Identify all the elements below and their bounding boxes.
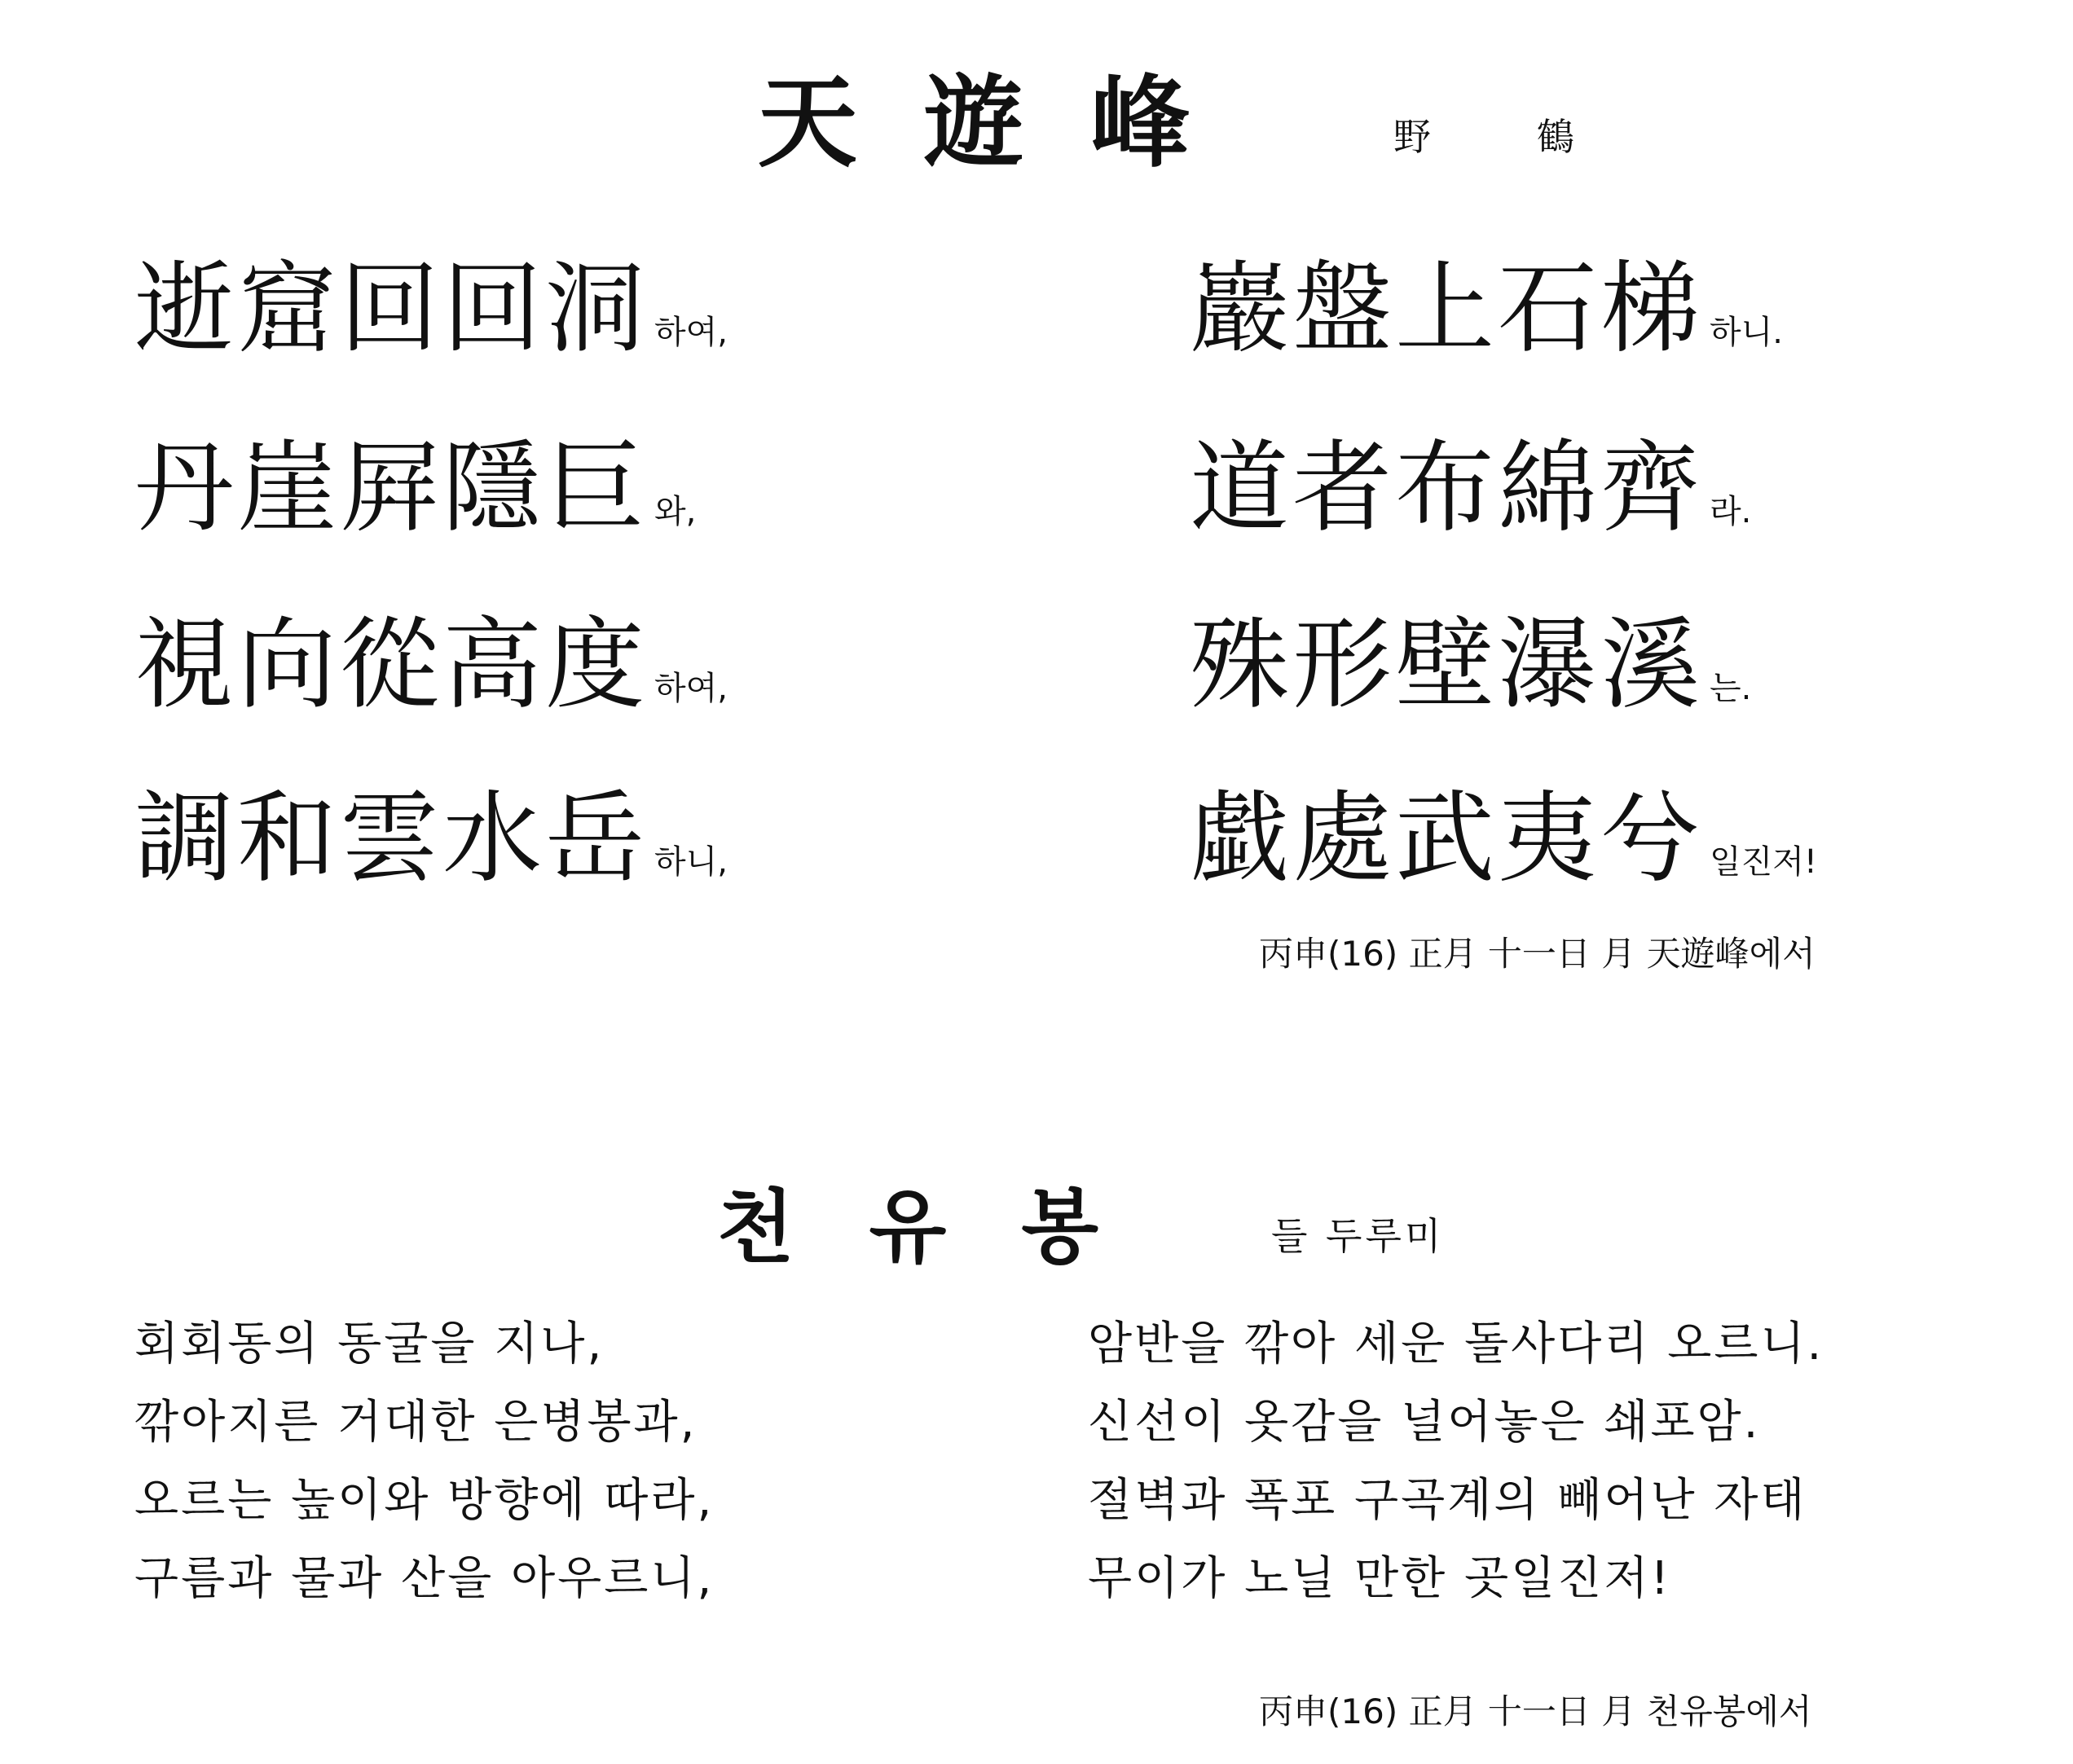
- verse-suffix: 와,: [654, 493, 697, 530]
- author-pen-name-korean: 들 두루미: [1271, 1214, 1445, 1258]
- date-line-korean: 丙申(16) 正月 十一日 月 천유봉에서: [1259, 1691, 1812, 1731]
- korean-line-left-4: 구름과 물과 산을 아우르니,: [134, 1552, 715, 1605]
- date-line-hanja: 丙申(16) 正月 十一日 月 天遊峰에서: [1259, 934, 1816, 974]
- korean-line-right-4: 무이가 노닐 만한 곳일진저!: [1088, 1552, 1671, 1605]
- hanja-line-left-4: [134, 781, 728, 896]
- verse-suffix: 하니.: [1710, 314, 1783, 351]
- korean-line-right-1: 암반을 깎아 세운 돌사다리 오르니.: [1088, 1318, 1824, 1370]
- hanja-line-right-3: [1190, 607, 1752, 723]
- korean-line-left-1: 회회동의 동굴을 지나,: [134, 1318, 605, 1370]
- korean-line-right-2: 신선이 옷감을 널어놓은 쇄포암.: [1088, 1396, 1761, 1449]
- hanja-verse: 丹崖屛隱巨: [134, 430, 648, 546]
- hanja-verse: 視向從高度: [134, 607, 648, 723]
- poem-title-korean: 천유봉: [717, 1181, 1174, 1274]
- verse-suffix: 는.: [1710, 670, 1752, 707]
- verse-suffix: 라.: [1710, 493, 1752, 530]
- poem-title-hanja: 天遊峰: [758, 65, 1257, 181]
- hanja-line-right-2: [1190, 430, 1752, 546]
- hanja-verse: 戱處武夷兮: [1190, 781, 1703, 896]
- hanja-line-right-4: [1190, 781, 1817, 896]
- hanja-line-left-3: [134, 607, 728, 723]
- verse-suffix: 하니,: [654, 843, 728, 881]
- hanja-line-right-1: [1190, 251, 1783, 367]
- verse-suffix: 일진저!: [1710, 843, 1817, 881]
- hanja-line-left-2: [134, 430, 697, 546]
- verse-suffix: 하여,: [654, 314, 728, 351]
- author-pen-name-hanja: 野鶴: [1393, 115, 1680, 159]
- korean-line-right-3: 절벽과 폭포 구곡계의 빼어난 자태: [1088, 1474, 1807, 1527]
- hanja-verse: 調和雲水岳: [134, 781, 648, 896]
- verse-suffix: 하여,: [654, 670, 728, 707]
- hanja-verse: 殊形壁瀑溪: [1190, 607, 1703, 723]
- hanja-verse: 巖盤上石梯: [1190, 251, 1703, 367]
- hanja-line-left-1: [134, 251, 728, 367]
- korean-line-left-3: 오르는 높이와 방향에 따라,: [134, 1474, 715, 1527]
- korean-line-left-2: 깎아지른 거대한 은병봉과,: [134, 1396, 698, 1449]
- hanja-verse: 道者布綿齊: [1190, 430, 1703, 546]
- hanja-verse: 逝窟回回洞: [134, 251, 648, 367]
